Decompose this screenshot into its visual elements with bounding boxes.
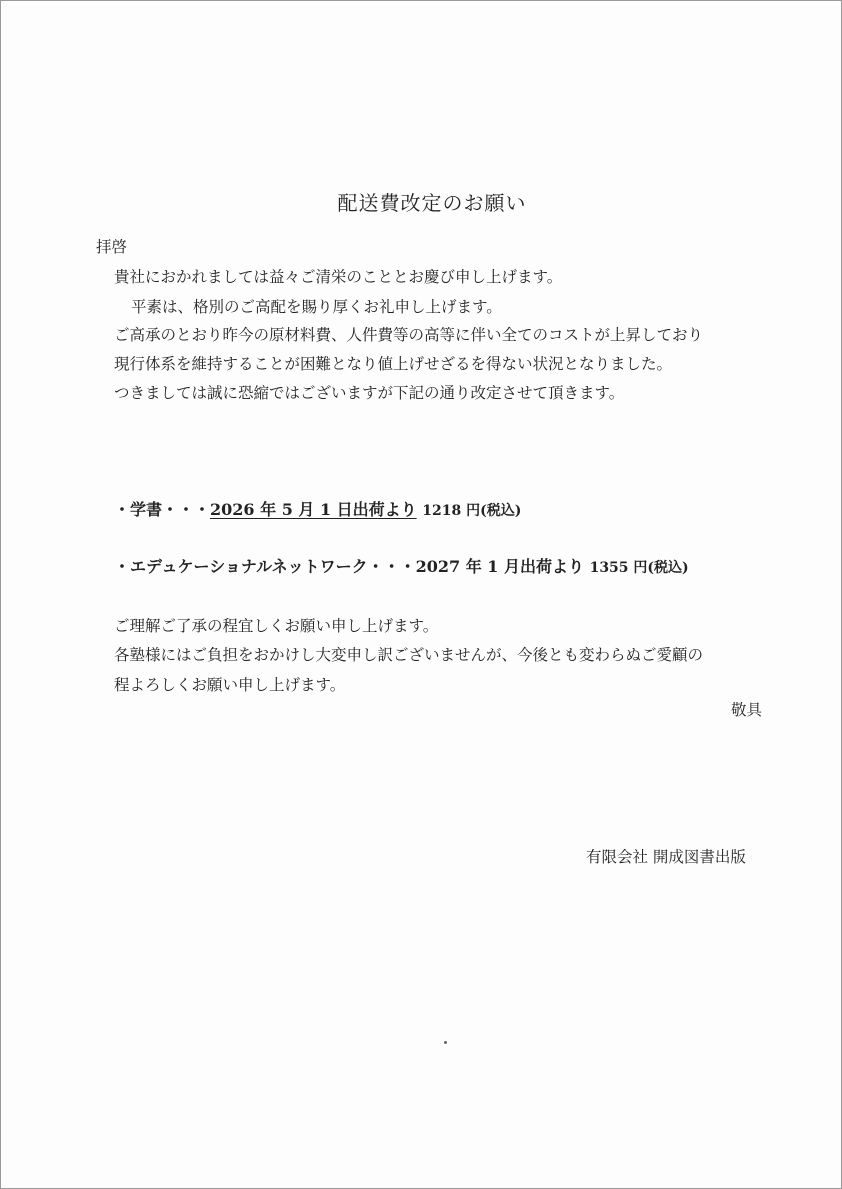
price-item-1-date: 2026 年 5 月 1 日出荷より — [210, 500, 417, 519]
price-item-2-date: 2027 年 1 月出荷より — [415, 557, 584, 576]
price-item-2-prefix: ・エデュケーショナルネットワーク・・・ — [114, 557, 416, 576]
body-line-2: 平素は、格別のご高配を賜り厚くお礼申し上げます。 — [131, 298, 502, 316]
complimentary-close: 敬具 — [731, 701, 763, 719]
price-item-1-price: 1218 円(税込) — [422, 503, 522, 519]
price-item-2-price: 1355 円(税込) — [589, 560, 689, 576]
closing-line-3: 程よろしくお願い申し上げます。 — [114, 676, 346, 694]
price-item-1-prefix: ・学書・・・ — [114, 500, 211, 519]
document-title: 配送費改定のお願い — [337, 191, 527, 215]
salutation: 拝啓 — [96, 238, 128, 256]
company-name: 有限会社 開成図書出版 — [586, 848, 746, 866]
body-line-1: 貴社におかれましては益々ご清栄のこととお慶び申し上げます。 — [114, 268, 563, 286]
body-line-3: ご高承のとおり昨今の原材料費、人件費等の高等に伴い全てのコストが上昇しており — [114, 326, 704, 344]
price-item-2 — [114, 556, 689, 579]
body-line-5: つきましては誠に恐縮ではございますが下記の通り改定させて頂きます。 — [114, 384, 625, 402]
body-line-4: 現行体系を維持することが困難となり値上げせざるを得ない状況となりました。 — [114, 355, 673, 373]
closing-line-2: 各塾様にはご負担をおかけし大変申し訳ございませんが、今後とも変わらぬご愛顧の — [114, 646, 704, 664]
closing-line-1: ご理解ご了承の程宜しくお願い申し上げます。 — [114, 617, 439, 635]
price-item-1 — [114, 499, 521, 522]
scan-speck — [444, 1041, 447, 1044]
